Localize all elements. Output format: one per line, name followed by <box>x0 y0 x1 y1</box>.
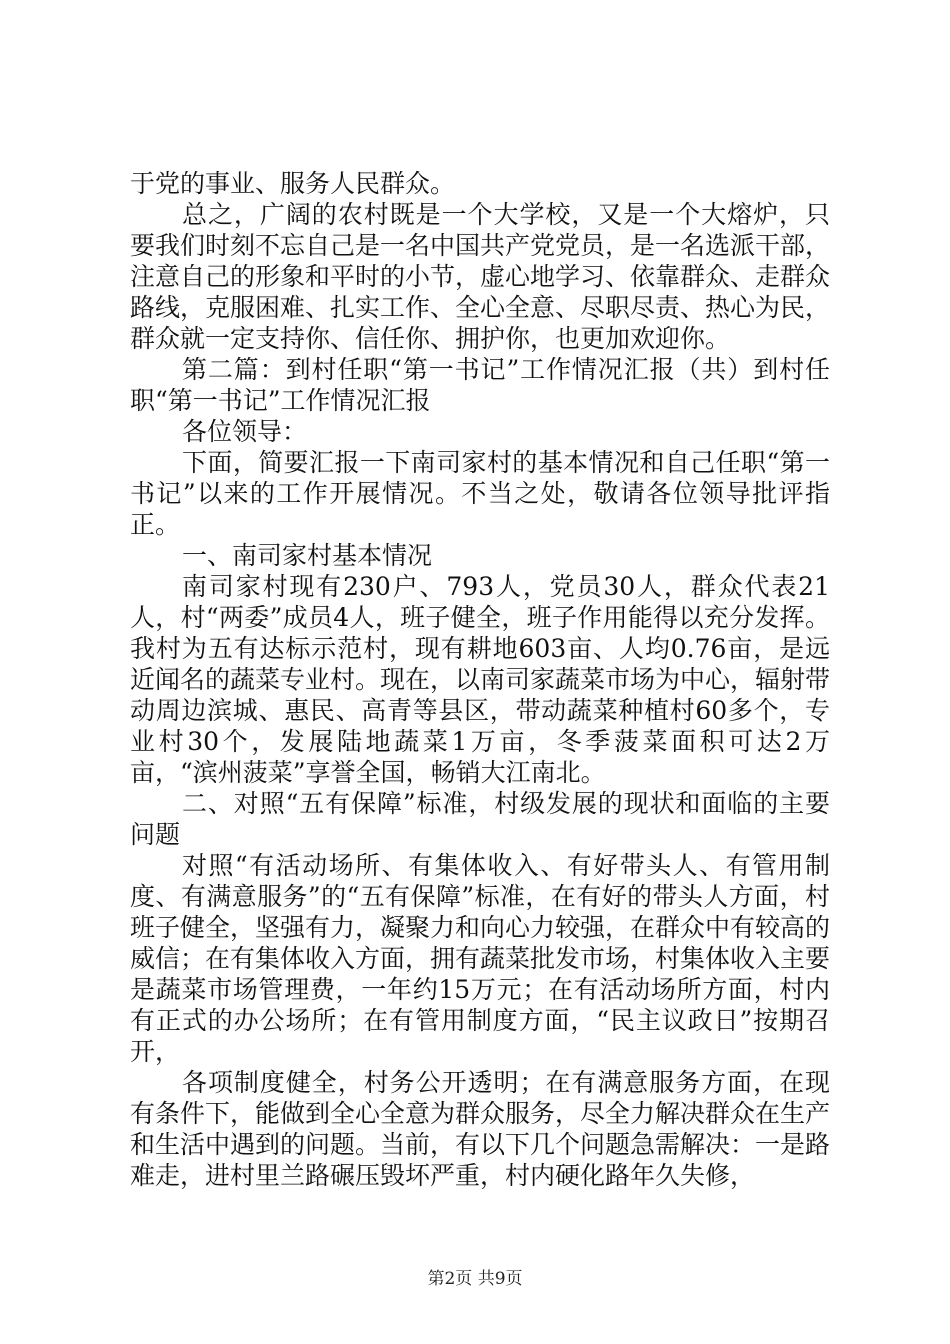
paragraph-4-salutation: 各位领导： <box>182 417 308 446</box>
paragraph-9: 对照“有活动场所、有集体收入、有好带头人、有管用制度、有满意服务”的“五有保障”标准，在有好的带头人方面，村班子健全，坚强有力，凝聚力和向心力较强，在群众中有较高的威信；在有集体收入方面，拥有蔬菜批发市场，村集体收入主要是蔬菜市场管理费，一年约15万元；在有活动场所方面，村内有正式的办公场所；在有管用制度方面，“民主议政日”按期召开， <box>130 851 831 1066</box>
paragraph-2: 总之，广阔的农村既是一个大学校，又是一个大熔炉，只要我们时刻不忘自己是一名中国共产党党员，是一名选派干部，注意自己的形象和平时的小节，虚心地学习、依靠群众、走群众路线，克服困难、扎实工作、全心全意、尽职尽责、热心为民，群众就一定支持你、信任你、拥护你，也更加欢迎你。 <box>130 200 831 353</box>
paragraph-10: 各项制度健全，村务公开透明；在有满意服务方面，在现有条件下，能做到全心全意为群众服务，尽全力解决群众在生产和生活中遇到的问题。当前，有以下几个问题急需解决：一是路难走，进村里兰路碾压毁坏严重，村内硬化路年久失修， <box>130 1068 831 1190</box>
document-body <box>130 168 830 1191</box>
page-number-footer: 第2页 共9页 <box>427 1269 523 1289</box>
section-heading-2: 二、对照“五有保障”标准，村级发展的现状和面临的主要问题 <box>130 789 830 849</box>
paragraph-5: 下面，简要汇报一下南司家村的基本情况和自己任职“第一书记”以来的工作开展情况。不当之处，敬请各位领导批评指正。 <box>130 448 830 539</box>
paragraph-1: 于党的事业、服务人民群众。 <box>130 169 456 198</box>
section-heading-1: 一、南司家村基本情况 <box>182 541 433 570</box>
paragraph-3-heading: 第二篇：到村任职“第一书记”工作情况汇报（共）到村任职“第一书记”工作情况汇报 <box>130 355 830 415</box>
paragraph-7: 南司家村现有230户、793人，党员30人，群众代表21人，村“两委”成员4人，班子健全，班子作用能得以充分发挥。我村为五有达标示范村，现有耕地603亩、人均0.76亩，是远近闻名的蔬菜专业村。现在，以南司家蔬菜市场为中心，辐射带动周边滨城、惠民、高青等县区，带动蔬菜种植村60多个，专业村30个，发展陆地蔬菜1万亩，冬季菠菜面积可达2万亩，“滨州菠菜”享誉全国，畅销大江南北。 <box>130 572 831 787</box>
